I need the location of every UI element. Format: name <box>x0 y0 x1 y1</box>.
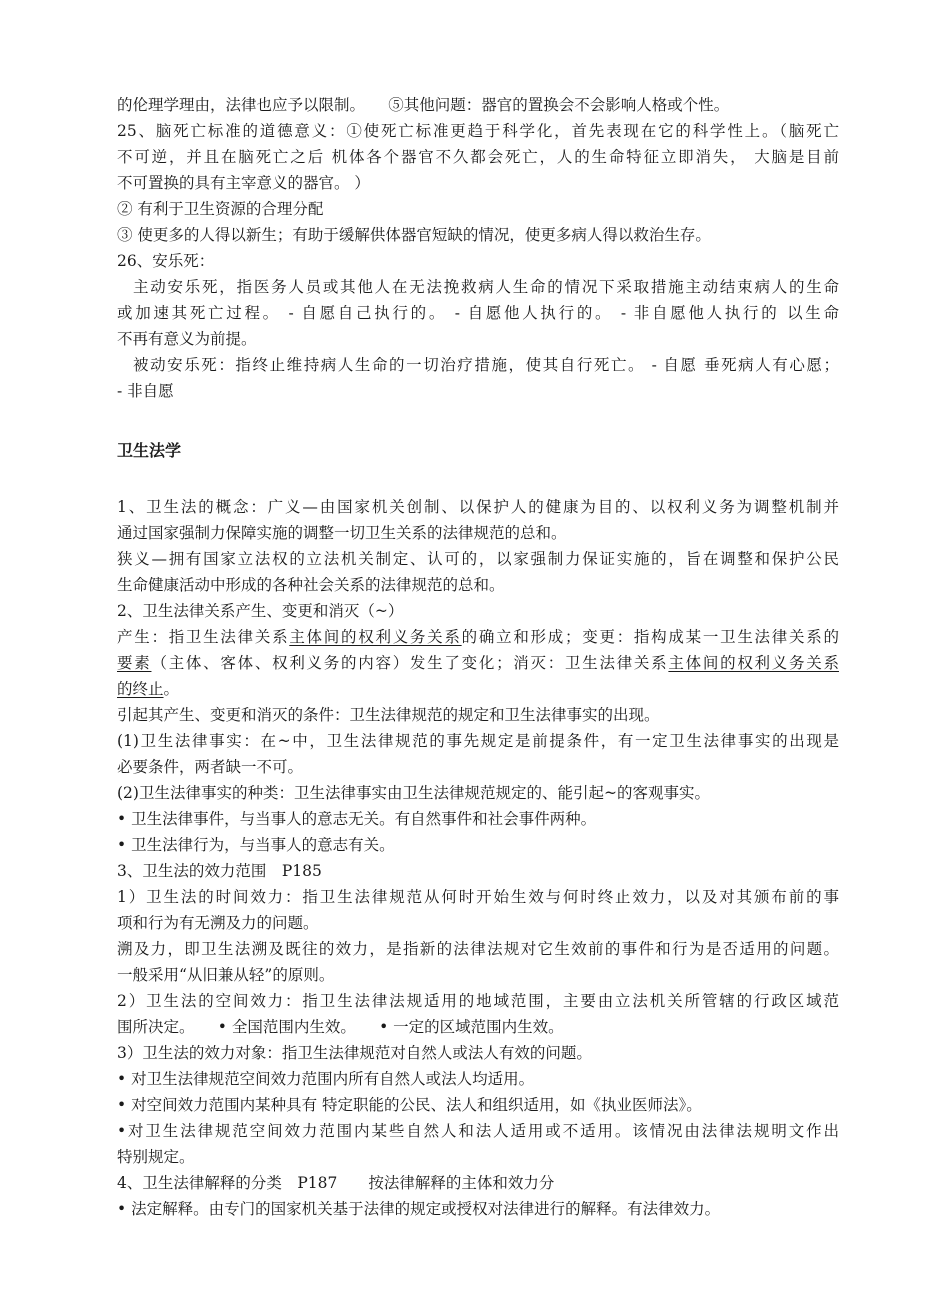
text-run: 产生：指卫生法律关系 <box>117 628 290 646</box>
text-line: 1）卫生法的时间效力：指卫生法律规范从何时开始生效与何时终止效力，以及对其颁布前的事 <box>117 888 839 906</box>
text-line: 项和行为有无溯及力的问题。 <box>117 914 319 932</box>
text-line: - 非自愿 <box>117 382 174 400</box>
bullet-item: • 卫生法律事件，与当事人的意志无关。有自然事件和社会事件两种。 <box>117 810 597 828</box>
text-line: 溯及力，即卫生法溯及既往的效力，是指新的法律法规对它生效前的事件和行为是否适用的问题。 <box>117 940 839 958</box>
section-heading: 卫生法学 <box>117 441 182 460</box>
text-line: 狭义—拥有国家立法权的立法机关制定、认可的，以家强制力保证实施的，旨在调整和保护公民 <box>117 550 839 568</box>
text-line: 25、脑死亡标准的道德意义：①使死亡标准更趋于科学化，首先表现在它的科学性上。（脑死亡 <box>117 122 839 140</box>
text-line: 4、卫生法律解释的分类 P187 按法律解释的主体和效力分 <box>117 1174 555 1192</box>
text-line: 不再有意义为前提。 <box>117 330 257 348</box>
bullet-item: • 对卫生法律规范空间效力范围内所有自然人或法人均适用。 <box>117 1070 535 1088</box>
text-line: (1)卫生法律事实：在~中，卫生法律规范的事先规定是前提条件，有一定卫生法律事实的出现是 <box>117 732 839 750</box>
text-line: ③ 使更多的人得以新生；有助于缓解供体器官短缺的情况，使更多病人得以救治生存。 <box>117 226 711 244</box>
bullet-item: • 法定解释。由专门的国家机关基于法律的规定或授权对法律进行的解释。有法律效力。 <box>117 1200 721 1218</box>
document-page <box>117 92 839 1222</box>
text-line: (2)卫生法律事实的种类：卫生法律事实由卫生法律规范规定的、能引起~的客观事实。 <box>117 784 710 802</box>
text-line: 2）卫生法的空间效力：指卫生法律法规适用的地域范围，主要由立法机关所管辖的行政区域范 <box>117 992 839 1010</box>
text-line: 的伦理学理由，法律也应予以限制。 ⑤其他问题：器官的置换会不会影响人格或个性。 <box>117 96 730 114</box>
text-line: 引起其产生、变更和消灭的条件：卫生法律规范的规定和卫生法律事实的出现。 <box>117 706 660 724</box>
text-line: 1、卫生法的概念：广义—由国家机关创制、以保护人的健康为目的、以权利义务为调整机制并 <box>117 498 839 516</box>
text-run: 的确立和形成；变更：指构成某一卫生法律关系的 <box>461 628 839 646</box>
underlined-text: 要素 <box>117 654 152 672</box>
underlined-text: 主体间的权利义务关系 <box>289 628 462 646</box>
text-run: 。 <box>163 680 180 698</box>
text-line: 不可置换的具有主宰意义的器官。 ） <box>117 174 370 192</box>
underlined-text: 主体间的权利义务关系 <box>668 654 839 672</box>
underlined-text: 的终止 <box>117 680 164 698</box>
bullet-item: •对卫生法律规范空间效力范围内某些自然人和法人适用或不适用。该情况由法律法规明文作出 <box>117 1122 839 1140</box>
text-line: 或加速其死亡过程。 - 自愿自己执行的。 - 自愿他人执行的。 - 非自愿他人执行的 以生命 <box>117 304 839 322</box>
text-line: 3）卫生法的效力对象：指卫生法律规范对自然人或法人有效的问题。 <box>117 1044 592 1062</box>
text-line: 通过国家强制力保障实施的调整一切卫生关系的法律规范的总和。 <box>117 524 567 542</box>
text-line: 26、安乐死： <box>117 252 215 270</box>
text-line: 一般采用“从旧兼从轻”的原则。 <box>117 966 335 984</box>
text-line: 生命健康活动中形成的各种社会关系的法律规范的总和。 <box>117 576 505 594</box>
text-line: 不可逆，并且在脑死亡之后 机体各个器官不久都会死亡，人的生命特征立即消失， 大脑是目前 <box>117 148 839 166</box>
text-line <box>117 650 839 676</box>
text-line: ② 有利于卫生资源的合理分配 <box>117 200 324 218</box>
text-line: 2、卫生法律关系产生、变更和消灭（~） <box>117 602 404 620</box>
bullet-item: • 对空间效力范围内某种具有 特定职能的公民、法人和组织适用，如《执业医师法》。 <box>117 1096 702 1114</box>
text-line: 必要条件，两者缺一不可。 <box>117 758 304 776</box>
text-line: 被动安乐死：指终止维持病人生命的一切治疗措施，使其自行死亡。 - 自愿 垂死病人有心愿； <box>133 356 839 374</box>
text-line: 特别规定。 <box>117 1148 195 1166</box>
text-line: 围所决定。 • 全国范围内生效。 • 一定的区域范围内生效。 <box>117 1018 564 1036</box>
text-line: 主动安乐死，指医务人员或其他人在无法挽救病人生命的情况下采取措施主动结束病人的生命 <box>133 278 839 296</box>
text-line <box>117 624 839 650</box>
text-run: （主体、客体、权利义务的内容）发生了变化；消灭：卫生法律关系 <box>151 654 669 672</box>
bullet-item: • 卫生法律行为，与当事人的意志有关。 <box>117 836 395 854</box>
text-line <box>117 676 839 702</box>
text-line: 3、卫生法的效力范围 P185 <box>117 862 322 880</box>
